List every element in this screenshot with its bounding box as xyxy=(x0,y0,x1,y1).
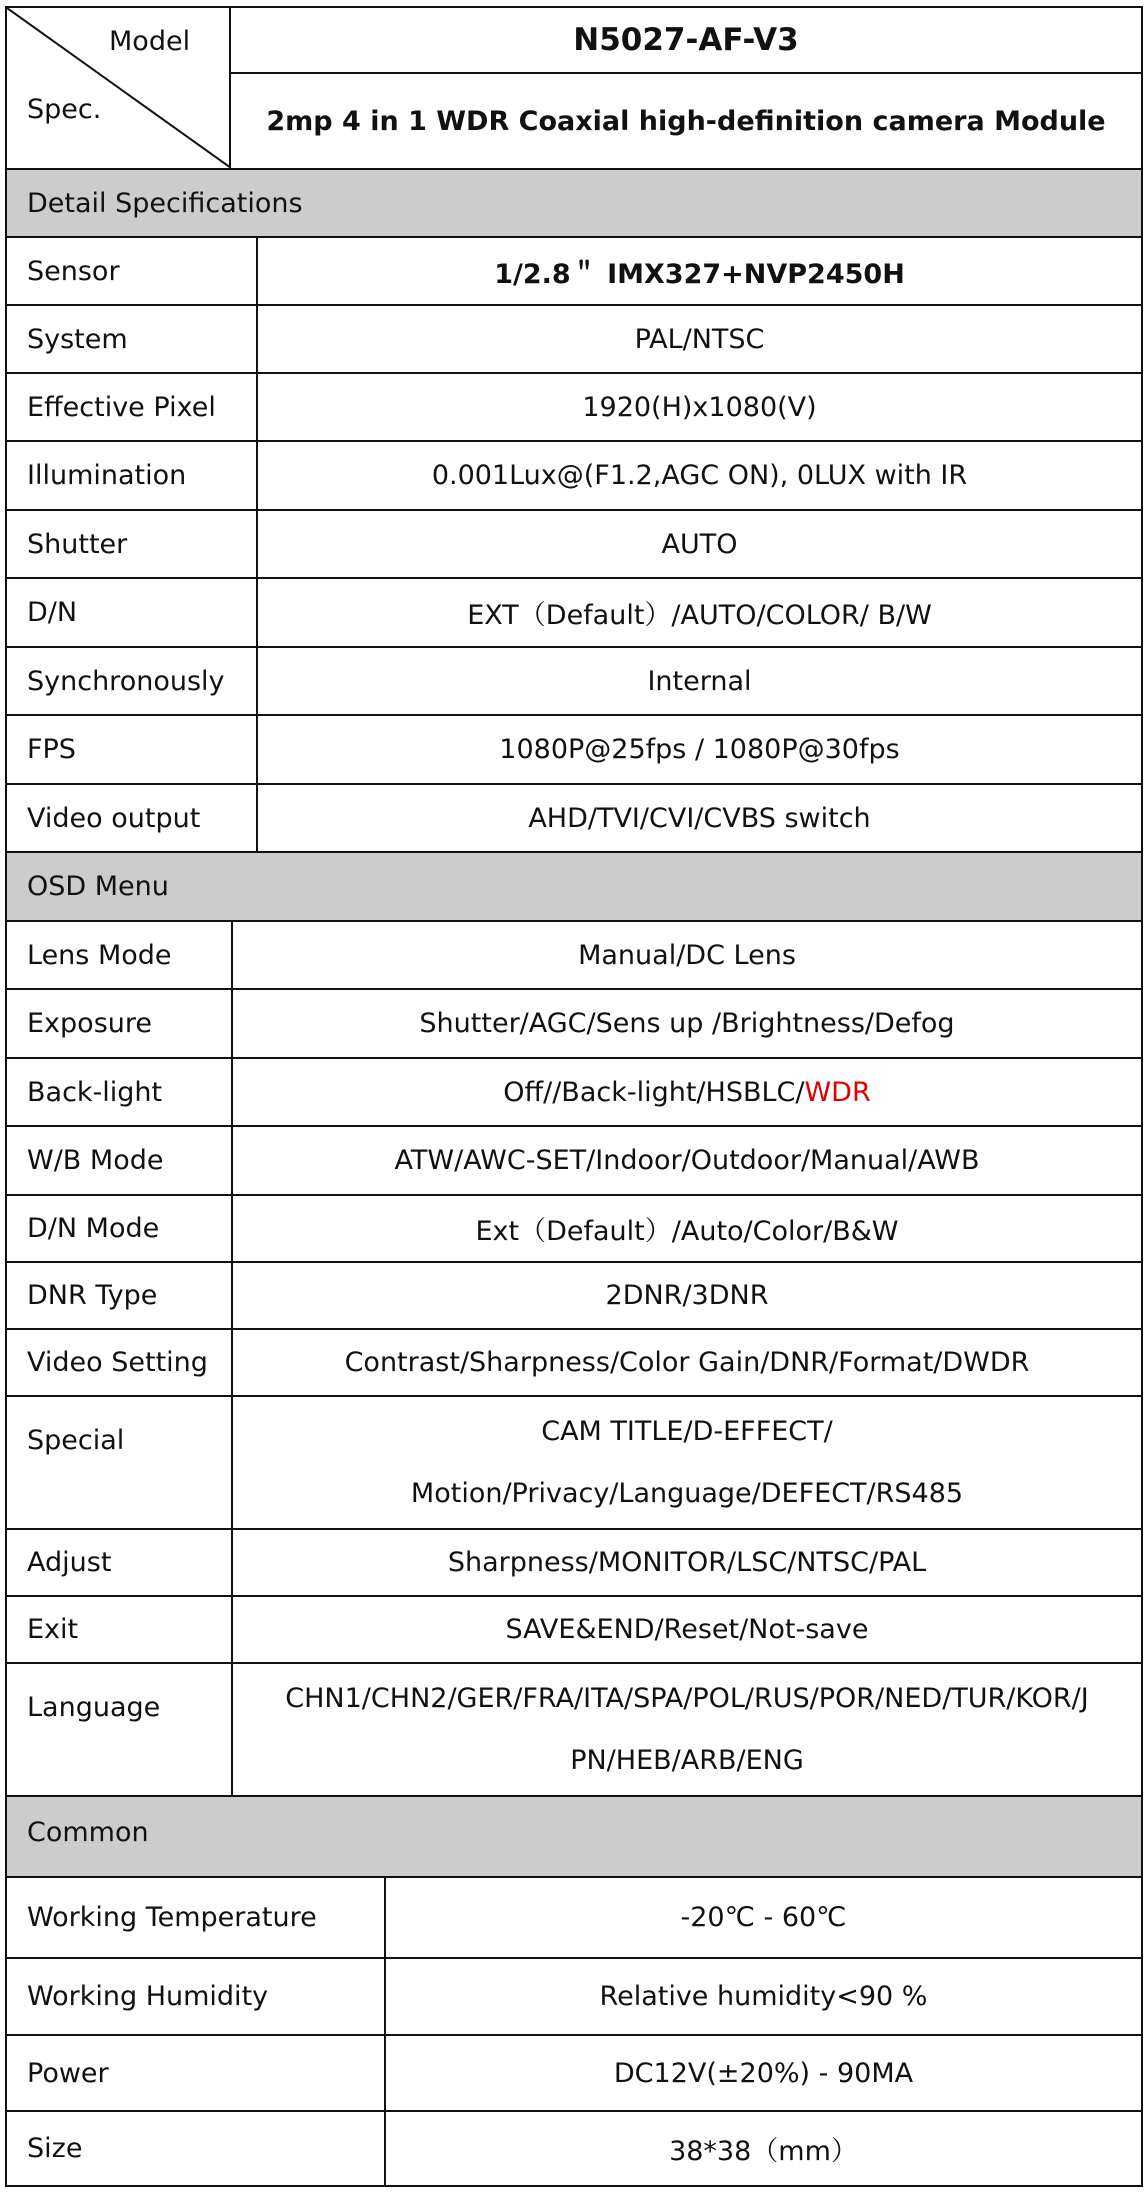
wdr-highlight: WDR xyxy=(804,1076,871,1108)
row-value: Relative humidity<90 % xyxy=(384,1959,1141,2034)
value-line: CAM TITLE/D-EFFECT/ xyxy=(541,1416,833,1448)
row-value: 1080P@25fps / 1080P@30fps xyxy=(256,716,1141,783)
table-row xyxy=(7,920,1141,988)
table-row xyxy=(7,783,1141,851)
table-row xyxy=(7,1261,1141,1328)
row-label: Adjust xyxy=(27,1547,112,1578)
row-value xyxy=(231,1397,1141,1528)
table-row xyxy=(7,1125,1141,1194)
product-description: 2mp 4 in 1 WDR Coaxial high-definition camera Module xyxy=(266,105,1106,137)
section-osd-menu xyxy=(7,851,1141,920)
row-label: Illumination xyxy=(27,460,187,491)
row-label: W/B Mode xyxy=(27,1145,164,1176)
row-value: -20℃ - 60℃ xyxy=(384,1878,1141,1957)
row-label: Sensor xyxy=(27,255,120,287)
table-row xyxy=(7,577,1141,646)
model-name: N5027-AF-V3 xyxy=(231,8,1141,74)
row-label: D/N Mode xyxy=(27,1213,160,1244)
row-value: Shutter/AGC/Sens up /Brightness/Defog xyxy=(231,990,1141,1057)
row-value: Sharpness/MONITOR/LSC/NTSC/PAL xyxy=(231,1530,1141,1595)
table-row xyxy=(7,714,1141,783)
spec-label: Spec. xyxy=(27,94,102,125)
diagonal-header-cell xyxy=(7,8,231,168)
table-row xyxy=(7,509,1141,577)
table-row xyxy=(7,988,1141,1057)
row-label: Exit xyxy=(27,1614,79,1645)
table-row xyxy=(7,1395,1141,1528)
row-value: Contrast/Sharpness/Color Gain/DNR/Format/DWDR xyxy=(231,1330,1141,1395)
row-value xyxy=(231,1059,1141,1125)
row-label: Lens Mode xyxy=(27,939,172,971)
row-label: Synchronously xyxy=(27,665,225,697)
table-row xyxy=(7,2110,1141,2185)
table-row xyxy=(7,1528,1141,1595)
row-value: AUTO xyxy=(256,511,1141,577)
table-row xyxy=(7,236,1141,304)
row-label: FPS xyxy=(27,734,76,765)
row-label: DNR Type xyxy=(27,1280,158,1311)
row-value: 1920(H)x1080(V) xyxy=(256,374,1141,440)
table-row xyxy=(7,304,1141,372)
row-value: AHD/TVI/CVI/CVBS switch xyxy=(256,785,1141,851)
value-line: Motion/Privacy/Language/DEFECT/RS485 xyxy=(410,1477,964,1509)
table-row xyxy=(7,1328,1141,1395)
table-row xyxy=(7,2034,1141,2110)
row-value: PAL/NTSC xyxy=(256,306,1141,372)
value-line: CHN1/CHN2/GER/FRA/ITA/SPA/POL/RUS/POR/NED/TUR/KOR/J xyxy=(285,1683,1089,1715)
row-label: Back-light xyxy=(27,1076,163,1108)
spec-sheet xyxy=(5,6,1143,2187)
row-label: Power xyxy=(27,2057,109,2089)
header-block xyxy=(7,8,1141,168)
value-line: PN/HEB/ARB/ENG xyxy=(570,1744,804,1776)
row-label: Working Temperature xyxy=(27,1902,317,1933)
section-common xyxy=(7,1795,1141,1876)
row-value: 0.001Lux@(F1.2,AGC ON), 0LUX with IR xyxy=(256,442,1141,509)
table-row xyxy=(7,646,1141,714)
row-value: Ext（Default）/Auto/Color/B&W xyxy=(231,1196,1141,1261)
row-label: Language xyxy=(27,1692,161,1723)
backlight-options: Off//Back-light/HSBLC/ xyxy=(503,1076,805,1108)
section-title: Detail Specifications xyxy=(27,187,303,219)
table-row xyxy=(7,1194,1141,1261)
table-row xyxy=(7,1057,1141,1125)
row-value: SAVE&END/Reset/Not-save xyxy=(231,1597,1141,1662)
row-value: Manual/DC Lens xyxy=(231,922,1141,988)
row-label: Video Setting xyxy=(27,1347,208,1378)
table-row xyxy=(7,372,1141,440)
row-label: Exposure xyxy=(27,1008,152,1039)
table-row xyxy=(7,1957,1141,2034)
section-title: OSD Menu xyxy=(27,871,169,902)
row-label: Working Humidity xyxy=(27,1981,269,2012)
row-value: EXT（Default）/AUTO/COLOR/ B/W xyxy=(256,579,1141,646)
table-row xyxy=(7,1662,1141,1795)
row-value: DC12V(±20%) - 90MA xyxy=(384,2036,1141,2110)
row-label: Video output xyxy=(27,802,201,834)
row-value: 1/2.8＂ IMX327+NVP2450H xyxy=(256,238,1141,304)
row-label: Shutter xyxy=(27,528,128,560)
section-title: Common xyxy=(27,1817,149,1848)
table-row xyxy=(7,1595,1141,1662)
row-label: Special xyxy=(27,1425,125,1456)
row-value: Internal xyxy=(256,648,1141,714)
table-row xyxy=(7,440,1141,509)
row-label: Effective Pixel xyxy=(27,391,216,423)
row-label: Size xyxy=(27,2133,83,2164)
row-label: D/N xyxy=(27,597,78,628)
row-label: System xyxy=(27,323,128,355)
table-row xyxy=(7,1876,1141,1957)
section-detail-specifications xyxy=(7,168,1141,236)
row-value: 2DNR/3DNR xyxy=(231,1263,1141,1328)
row-value: 38*38（mm） xyxy=(384,2112,1141,2185)
row-value xyxy=(231,1664,1141,1795)
row-value: ATW/AWC-SET/Indoor/Outdoor/Manual/AWB xyxy=(231,1127,1141,1194)
model-label: Model xyxy=(109,26,191,57)
